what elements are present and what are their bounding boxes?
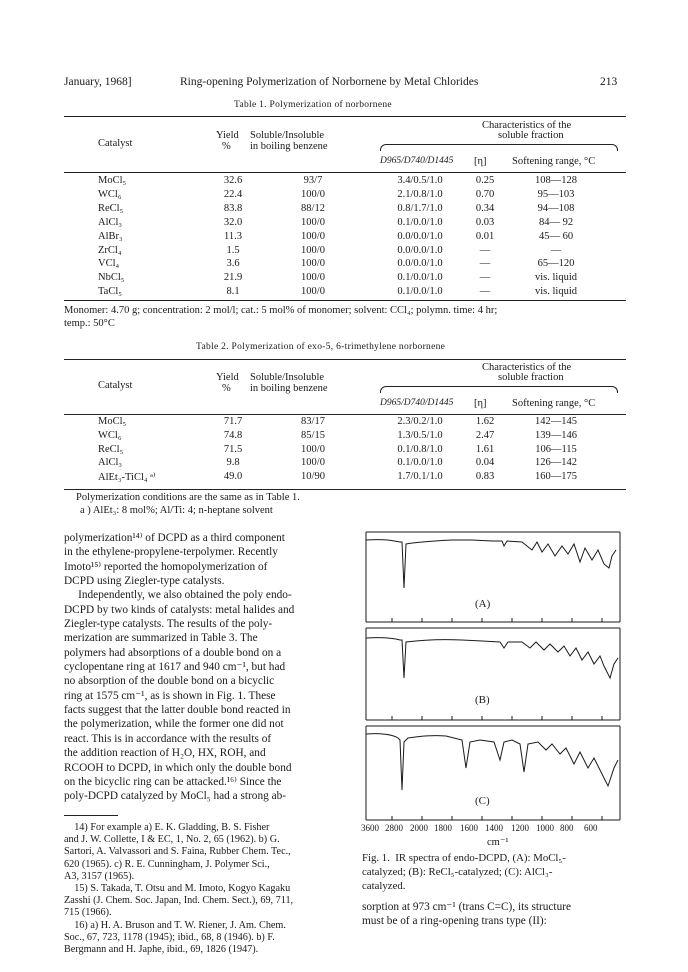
table2-cell: 0.1/0.8/1.0 — [397, 443, 443, 455]
figure-caption — [362, 852, 624, 893]
table1-cell: 2.1/0.8/1.0 — [397, 188, 443, 200]
reference-line: 16) a) H. A. Bruson and T. W. Riener, J. Am. Chem. — [64, 919, 286, 931]
body-line: in the ethylene-propylene-terpolymer. Recently — [64, 546, 278, 559]
table1-cell: 65—120 — [537, 258, 575, 270]
body-line: ring at 1575 cm⁻¹, as is shown in Fig. 1. These — [64, 689, 276, 702]
x-tick-label: 600 — [584, 823, 598, 833]
body-line: merization are summarized in Table 3. The — [64, 632, 258, 645]
table2-cell: 49.0 — [223, 471, 243, 483]
body-line: polymers had absorptions of a double bond on a — [64, 646, 282, 659]
x-tick-label: 1800 — [434, 823, 452, 833]
header-softening-range: Softening range, °C — [512, 156, 596, 167]
table2-cell: 160—175 — [535, 471, 577, 483]
header-intrinsic-viscosity: [η] — [474, 398, 487, 409]
table1-cell: 100/0 — [301, 216, 325, 228]
table1-cell: 100/0 — [301, 188, 325, 200]
footnote-rule — [64, 815, 118, 816]
reference-line: 620 (1965). c) R. E. Cunningham, J. Polymer Sci., — [64, 858, 270, 870]
table1-cell: 100/0 — [301, 286, 325, 298]
table1-cell: AlCl₃ — [98, 216, 123, 228]
reference-line: and J. W. Collette, I & EC, 1, No. 2, 65 (1962). b) G. — [64, 834, 280, 846]
reference-line: 14) For example a) E. K. Gladding, B. S. Fisher — [64, 822, 270, 833]
table2-caption: Table 2. Polymerization of exo-5, 6-trimethylene norbornene — [196, 342, 446, 352]
table2-header-rule — [64, 414, 626, 415]
table2-bottom-rule — [64, 489, 626, 490]
header-brace — [380, 386, 618, 393]
table2-cell: 100/0 — [301, 443, 325, 455]
table1-cell: 0.1/0.0/1.0 — [397, 286, 443, 298]
table2-cell: ReCl₅ — [98, 443, 124, 455]
x-tick-label: 1400 — [485, 823, 503, 833]
table2-cell: 126—142 — [535, 457, 577, 469]
spectrum-panel-c — [366, 726, 620, 820]
table1-header-rule — [64, 172, 626, 173]
table2-cell: AlEt₃-TiCl₄ ᵃ⁾ — [98, 472, 156, 484]
table2-cell: 1.7/0.1/1.0 — [397, 471, 443, 483]
body-text — [64, 531, 342, 804]
table1-cell: 32.6 — [223, 175, 243, 186]
table2-cell: 142—145 — [535, 416, 577, 427]
body-line: no absorption of the double bond on a bicyclic — [64, 675, 275, 688]
table1-cell: 1.5 — [226, 244, 240, 256]
table1-cell: 0.1/0.0/1.0 — [397, 216, 443, 228]
body-line: react. This is in accordance with the results of — [64, 732, 272, 745]
header-brace — [380, 144, 618, 151]
x-tick-label: 3600 — [361, 823, 379, 833]
table2-cell: 1.61 — [475, 443, 495, 455]
table1-cell: 93/7 — [303, 175, 323, 186]
running-date: January, 1968] — [64, 76, 132, 88]
x-tick-label: 2000 — [410, 823, 428, 833]
table2-cell: 71.5 — [223, 443, 243, 455]
table1-cell: 8.1 — [226, 286, 240, 298]
reference-line: 715 (1966). — [64, 907, 112, 919]
references — [64, 822, 346, 956]
table1-cell: 0.01 — [475, 230, 495, 242]
table2-cell: 0.83 — [475, 471, 495, 483]
table1-cell: 0.0/0.0/1.0 — [397, 244, 443, 256]
body-line: Ziegler-type catalysts. The results of the poly- — [64, 618, 273, 631]
table2-cell: AlCl₃ — [98, 457, 123, 469]
table2-cell: 2.47 — [475, 429, 495, 441]
table2-cell: 1.62 — [475, 416, 495, 427]
table1-cell: 45— 60 — [538, 230, 574, 242]
table1-cell: vis. liquid — [534, 272, 577, 284]
table1-cell: 32.0 — [223, 216, 243, 228]
table1-cell: 83.8 — [223, 202, 243, 214]
table1-cell: 11.3 — [224, 230, 242, 242]
body-line: cyclopentane ring at 1617 and 940 cm⁻¹, but had — [64, 661, 286, 674]
spectrum-panel-a — [366, 532, 620, 622]
table1-footnote-2: temp.: 50°C — [64, 318, 115, 329]
body-line: DCPD using Ziegler-type catalysts. — [64, 575, 225, 588]
table1-cell: 100/0 — [301, 230, 325, 242]
body-line: the polymerization, while the former one did not — [64, 718, 284, 731]
table1-cell: 0.03 — [475, 216, 495, 228]
table1-cell: 3.4/0.5/1.0 — [397, 175, 443, 186]
header-soluble-fraction: soluble fraction — [498, 130, 564, 141]
x-tick-label: 1200 — [511, 823, 529, 833]
table1-cell: ZrCl₄ — [98, 244, 122, 256]
table1-bottom-rule — [64, 300, 626, 301]
body-line: facts suggest that the latter double bond reacted in — [64, 704, 291, 717]
table2-footnote-2: a ) AlEt₃: 8 mol%; Al/Ti: 4; n-heptane solvent — [80, 505, 273, 516]
body-text-continued — [362, 900, 624, 929]
table1-cell: 94—108 — [537, 202, 575, 214]
table1-top-rule — [64, 116, 626, 117]
body-line: Independently, we also obtained the poly endo- — [64, 589, 292, 602]
table1-cell: 95—103 — [537, 188, 575, 200]
table1-cell: 0.1/0.0/1.0 — [397, 272, 443, 284]
table2-cell: 100/0 — [301, 457, 325, 469]
table1-cell: WCl₆ — [98, 188, 122, 200]
header-characteristics: Characteristics of the — [482, 120, 572, 131]
table2-cell: 0.1/0.0/1.0 — [397, 457, 443, 469]
reference-line: Sartori, A. Valvassori and S. Faina, Rubber Chem. Tec., — [64, 846, 291, 858]
table1-cell: 0.8/1.7/1.0 — [397, 202, 443, 214]
table1-cell: 0.34 — [475, 202, 495, 214]
table1-cell: 88/12 — [301, 202, 325, 214]
table1-cell: — — [479, 258, 491, 270]
header-soluble: Soluble/Insoluble — [250, 372, 325, 383]
header-yield-unit: % — [222, 383, 231, 394]
table2-cell: 139—146 — [535, 429, 577, 441]
table2-cell: MoCl₅ — [98, 416, 127, 427]
table1-cell: VCl₄ — [98, 258, 120, 270]
panel-label-c: (C) — [475, 795, 490, 807]
table1-cell: 100/0 — [301, 258, 325, 270]
header-absorbance-ratio: D965/D740/D1445 — [380, 398, 454, 408]
table1-cell: 100/0 — [301, 244, 325, 256]
reference-line: 15) S. Takada, T. Otsu and M. Imoto, Kogyo Kagaku — [64, 883, 291, 895]
body-line: sorption at 973 cm⁻¹ (trans C=C), its structure — [362, 901, 571, 913]
table1-cell: 100/0 — [301, 272, 325, 284]
header-intrinsic-viscosity: [η] — [474, 156, 487, 167]
table1-cell: ReCl₅ — [98, 202, 124, 214]
header-yield: Yield — [216, 130, 239, 141]
table1-cell: 0.0/0.0/1.0 — [397, 230, 443, 242]
table1-cell: 84— 92 — [538, 216, 574, 228]
table2-top-rule — [64, 359, 626, 360]
figure-x-unit: cm⁻¹ — [487, 837, 509, 848]
table1-cell: 0.25 — [475, 175, 495, 186]
panel-label-b: (B) — [475, 694, 490, 706]
body-line: on the bicyclic ring can be attacked.¹⁶⁾ Since the — [64, 775, 282, 788]
x-tick-label: 800 — [560, 823, 574, 833]
table2-cell: 71.7 — [223, 416, 243, 427]
running-title: Ring-opening Polymerization of Norbornene by Metal Chlorides — [180, 76, 479, 88]
table1-cell: NbCl₅ — [98, 272, 125, 284]
figure-caption-line: catalyzed; (B): ReCl₅-catalyzed; (C): AlCl₃- — [362, 865, 553, 878]
table2-cell: 0.04 — [475, 457, 495, 469]
table1-cell: — — [550, 244, 562, 256]
table1-cell: 21.9 — [223, 272, 243, 284]
reference-line: A3, 3157 (1965). — [64, 870, 135, 882]
body-line: polymerization¹⁴⁾ of DCPD as a third component — [64, 532, 285, 544]
table2-cell: 106—115 — [535, 443, 577, 455]
header-characteristics: Characteristics of the — [482, 362, 572, 373]
table1-cell: 108—128 — [535, 175, 577, 186]
x-tick-label: 1000 — [536, 823, 554, 833]
table2-cell: 9.8 — [226, 457, 240, 469]
table1-cell: 0.70 — [475, 188, 495, 200]
body-line: poly-DCPD catalyzed by MoCl₅ had a strong ab- — [64, 790, 286, 803]
table2-cell: 2.3/0.2/1.0 — [397, 416, 443, 427]
body-line: Imoto¹⁵⁾ reported the homopolymerization of — [64, 560, 268, 573]
table1-footnote: Monomer: 4.70 g; concentration: 2 mol/l; cat.: 5 mol% of monomer; solvent: CCl₄; polymn. time: 4 hr; — [64, 305, 498, 316]
ir-spectra-figure — [362, 528, 624, 824]
body-line: DCPD by two kinds of catalysts: metal halides and — [64, 603, 295, 616]
panel-label-a: (A) — [475, 598, 491, 610]
table1-cell: 3.6 — [226, 258, 240, 270]
reference-line: Bergmann and H. Japhe, ibid., 69, 1826 (1947). — [64, 944, 259, 956]
figure-caption-line: Fig. 1. IR spectra of endo-DCPD, (A): MoCl₅- — [362, 852, 566, 864]
table1-cell: AlBr₃ — [98, 230, 123, 242]
body-line: RCOOH to DCPD, in which only the double bond — [64, 761, 292, 774]
reference-line: Zasshi (J. Chem. Soc. Japan, Ind. Chem. Sect.), 69, 711, — [64, 895, 294, 907]
x-tick-label: 2800 — [385, 823, 403, 833]
table1-cell: — — [479, 286, 491, 298]
spectrum-panel-b — [366, 628, 620, 720]
reference-line: Soc., 67, 723, 1178 (1945); ibid., 68, 8 (1946). b) F. — [64, 931, 275, 943]
header-yield-unit: % — [222, 141, 231, 152]
body-line: must be of a ring-opening trans type (II): — [362, 915, 547, 928]
table2-cell: 85/15 — [301, 429, 325, 441]
table2-cell: 1.3/0.5/1.0 — [397, 429, 443, 441]
table2-cell: 10/90 — [301, 471, 325, 483]
table1-cell: TaCl₅ — [98, 286, 122, 298]
header-soluble: Soluble/Insoluble — [250, 130, 325, 141]
page-number: 213 — [600, 76, 618, 88]
table2-cell: 83/17 — [301, 416, 325, 427]
x-tick-label: 1600 — [460, 823, 478, 833]
body-line: the addition reaction of H₂O, HX, ROH, and — [64, 747, 266, 760]
table1-cell: — — [479, 244, 491, 256]
table1-cell: vis. liquid — [534, 286, 577, 298]
header-soluble-fraction: soluble fraction — [498, 372, 564, 383]
table1-cell: 0.0/0.0/1.0 — [397, 258, 443, 270]
header-absorbance-ratio: D965/D740/D1445 — [380, 156, 454, 166]
table1-cell: — — [479, 272, 491, 284]
table2-cell: WCl₆ — [98, 429, 122, 441]
header-boiling-benzene: in boiling benzene — [250, 141, 328, 152]
table2-footnote: Polymerization conditions are the same as in Table 1. — [76, 492, 300, 503]
figure-caption-line: catalyzed. — [362, 879, 406, 892]
table1-cell: 22.4 — [223, 188, 243, 200]
table1-caption: Table 1. Polymerization of norbornene — [234, 100, 392, 110]
header-yield: Yield — [216, 372, 239, 383]
table1-cell: MoCl₅ — [98, 175, 127, 186]
header-boiling-benzene: in boiling benzene — [250, 383, 328, 394]
header-catalyst: Catalyst — [98, 138, 133, 149]
header-catalyst: Catalyst — [98, 380, 133, 391]
header-softening-range: Softening range, °C — [512, 398, 596, 409]
table2-cell: 74.8 — [223, 429, 243, 441]
